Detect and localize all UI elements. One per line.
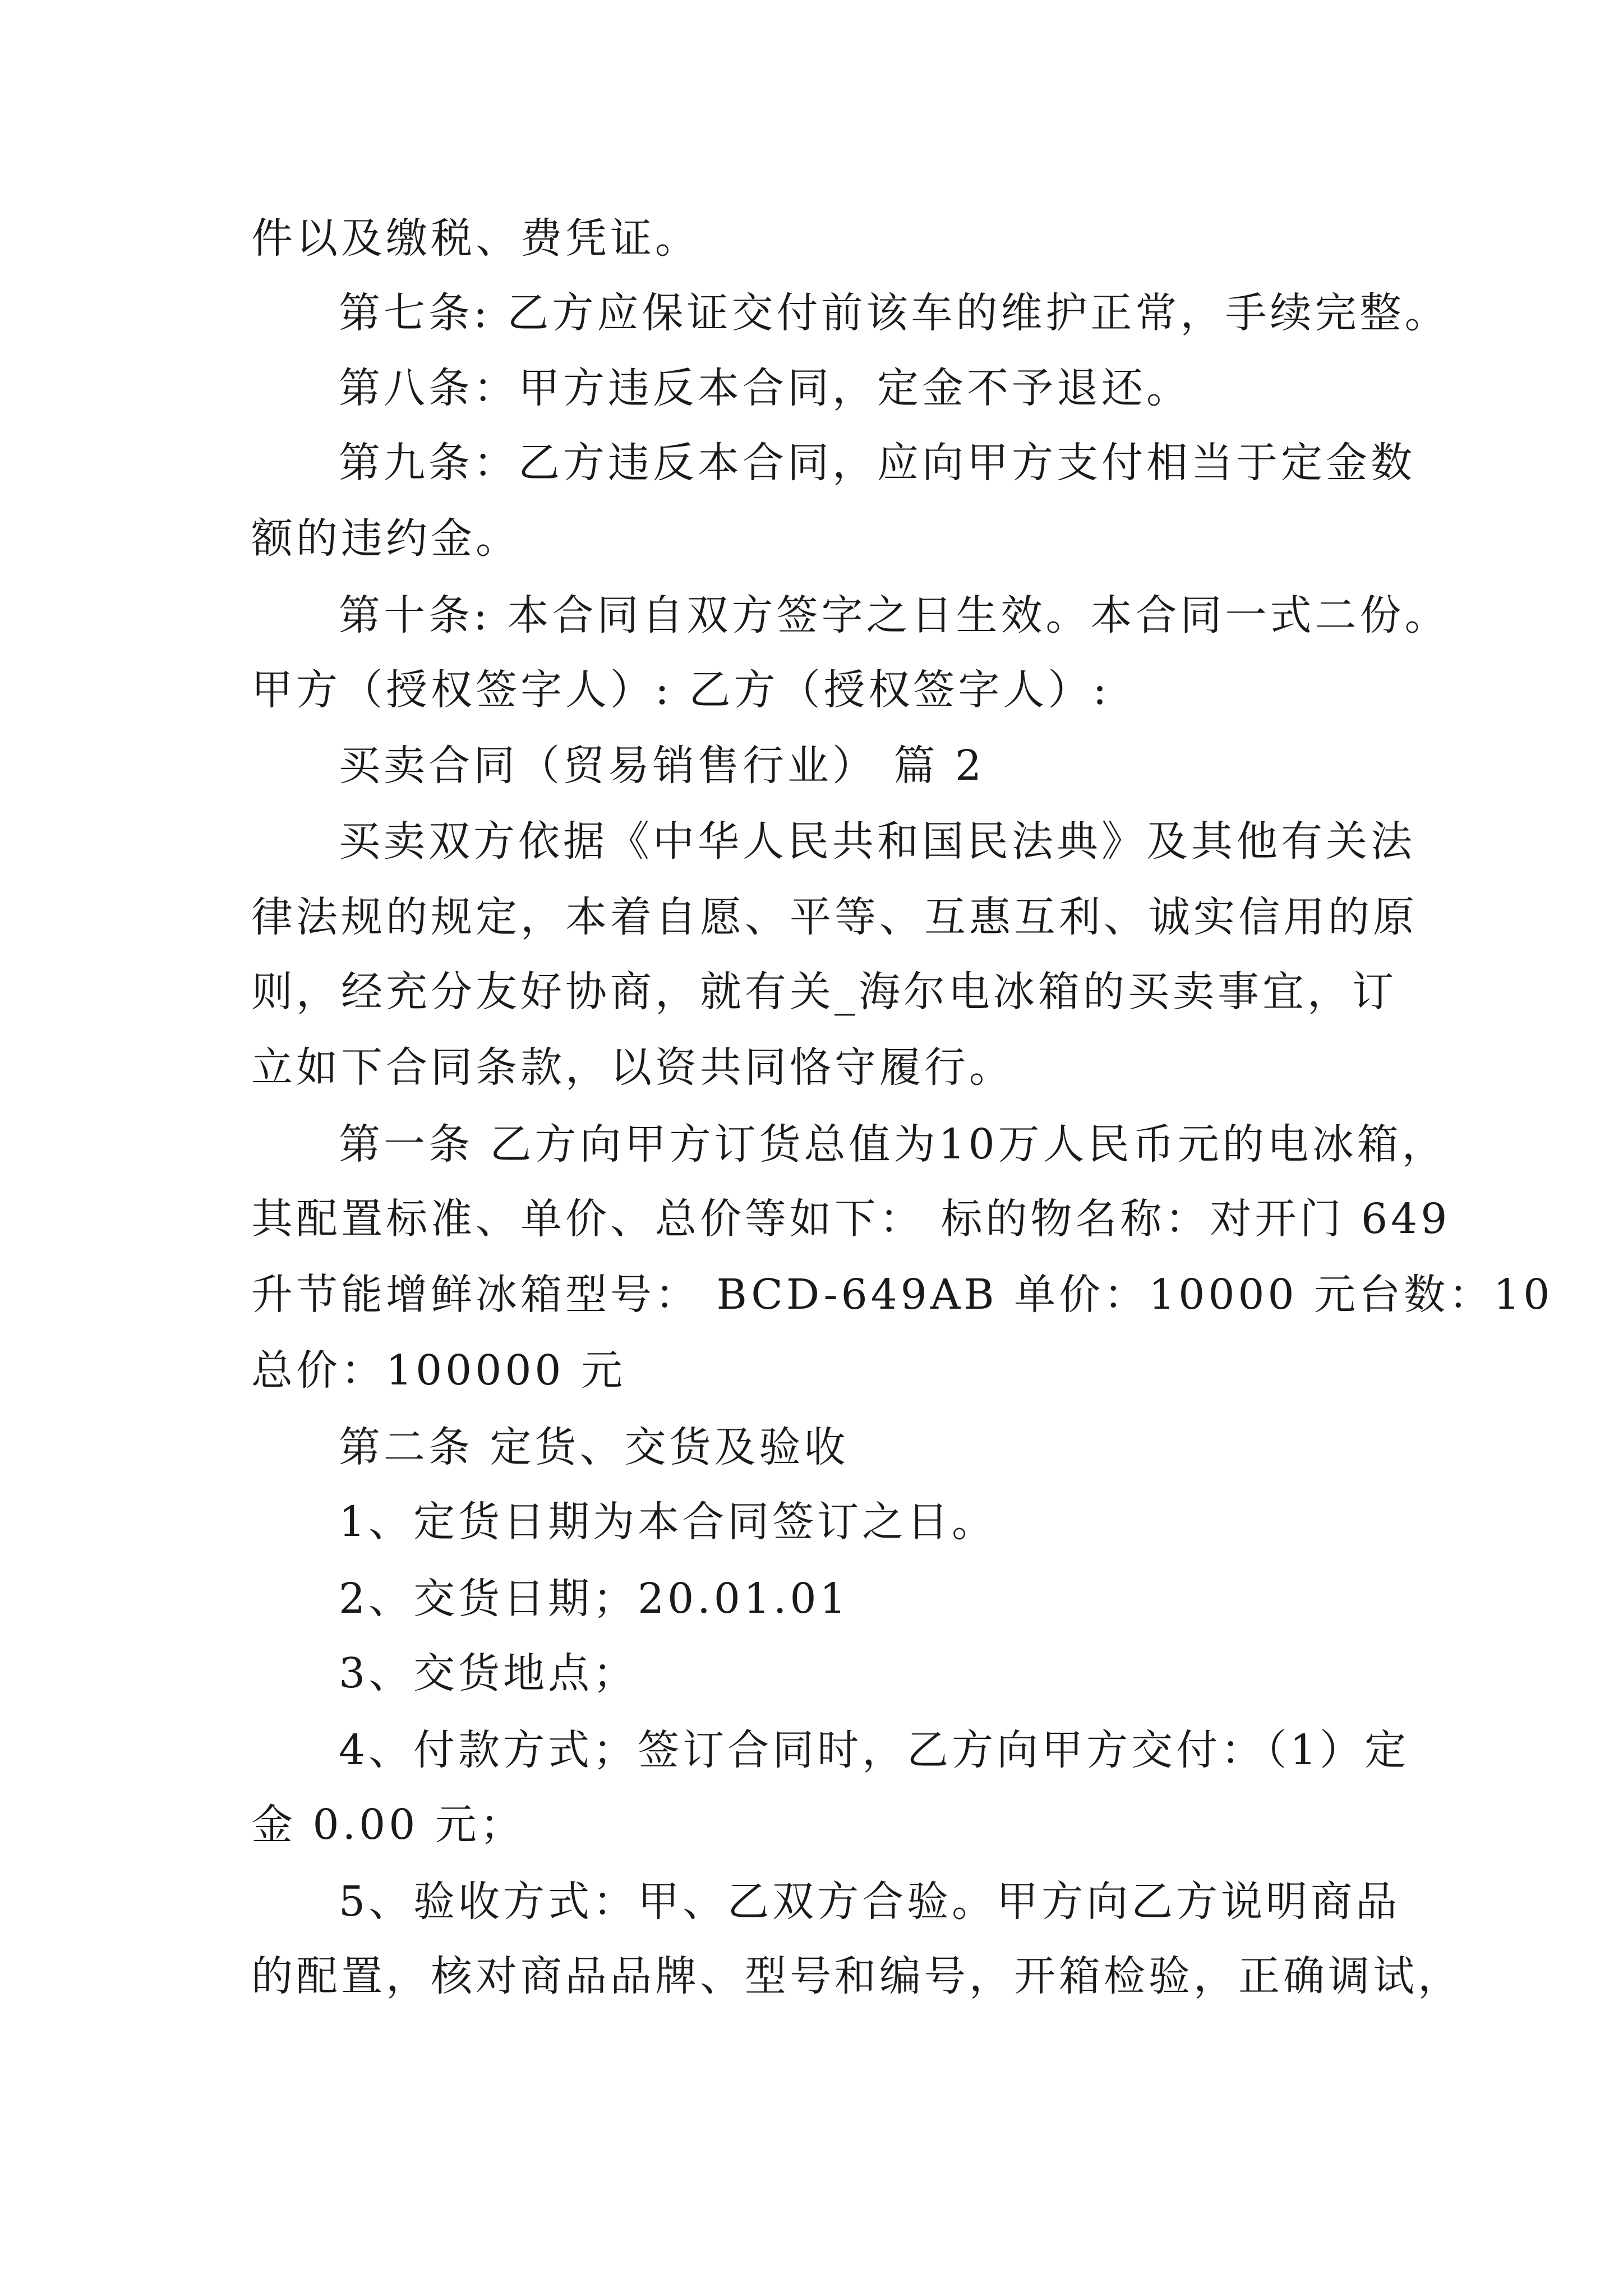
text-line: 金 0.00 元； — [251, 1801, 525, 1849]
text-line: 其配置标准、单价、总价等如下： 标的物名称：对开门 649 — [251, 1195, 1451, 1243]
text-line: 总价：100000 元 — [251, 1346, 626, 1395]
text-line: 第九条：乙方违反本合同，应向甲方支付相当于定金数 — [339, 439, 1415, 487]
text-line: 升节能增鲜冰箱型号： BCD-649AB 单价：10000 元台数：10 — [251, 1271, 1553, 1319]
text-line: 第十条: 本合同自双方签字之日生效。本合同一式二份。 — [339, 591, 1450, 639]
text-line: 的配置，核对商品品牌、型号和编号，开箱检验，正确调试， — [251, 1952, 1463, 2000]
text-line: 额的违约金。 — [251, 514, 520, 563]
text-line: 第二条 定货、交货及验收 — [339, 1423, 849, 1471]
text-line: 4、付款方式；签订合同时，乙方向甲方交付：（1）定 — [339, 1726, 1410, 1774]
text-line: 立如下合同条款，以资共同恪守履行。 — [251, 1043, 1014, 1092]
text-line: 则，经充分友好协商，就有关_海尔电冰箱的买卖事宜，订 — [251, 968, 1397, 1016]
text-line: 2、交货日期；20.01.01 — [339, 1575, 850, 1623]
text-line: 5、验收方式：甲、乙双方合验。甲方向乙方说明商品 — [339, 1878, 1401, 1926]
text-line: 第七条: 乙方应保证交付前该车的维护正常，手续完整。 — [339, 289, 1450, 337]
text-line: 第八条：甲方违反本合同，定金不予退还。 — [339, 364, 1191, 412]
text-line: 1、定货日期为本合同签订之日。 — [339, 1498, 997, 1546]
section-heading: 买卖合同（贸易销售行业） 篇 2 — [339, 742, 985, 790]
text-line: 第一条 乙方向甲方订货总值为10万人民币元的电冰箱， — [339, 1120, 1447, 1168]
text-line: 买卖双方依据《中华人民共和国民法典》及其他有关法 — [339, 817, 1415, 866]
text-line: 律法规的规定，本着自愿、平等、互惠互利、诚实信用的原 — [251, 893, 1418, 941]
text-line: 件以及缴税、费凭证。 — [251, 214, 700, 263]
text-line: 3、交货地点； — [339, 1649, 638, 1697]
text-line: 甲方（授权签字人）: 乙方（授权签字人）: — [251, 666, 1110, 714]
